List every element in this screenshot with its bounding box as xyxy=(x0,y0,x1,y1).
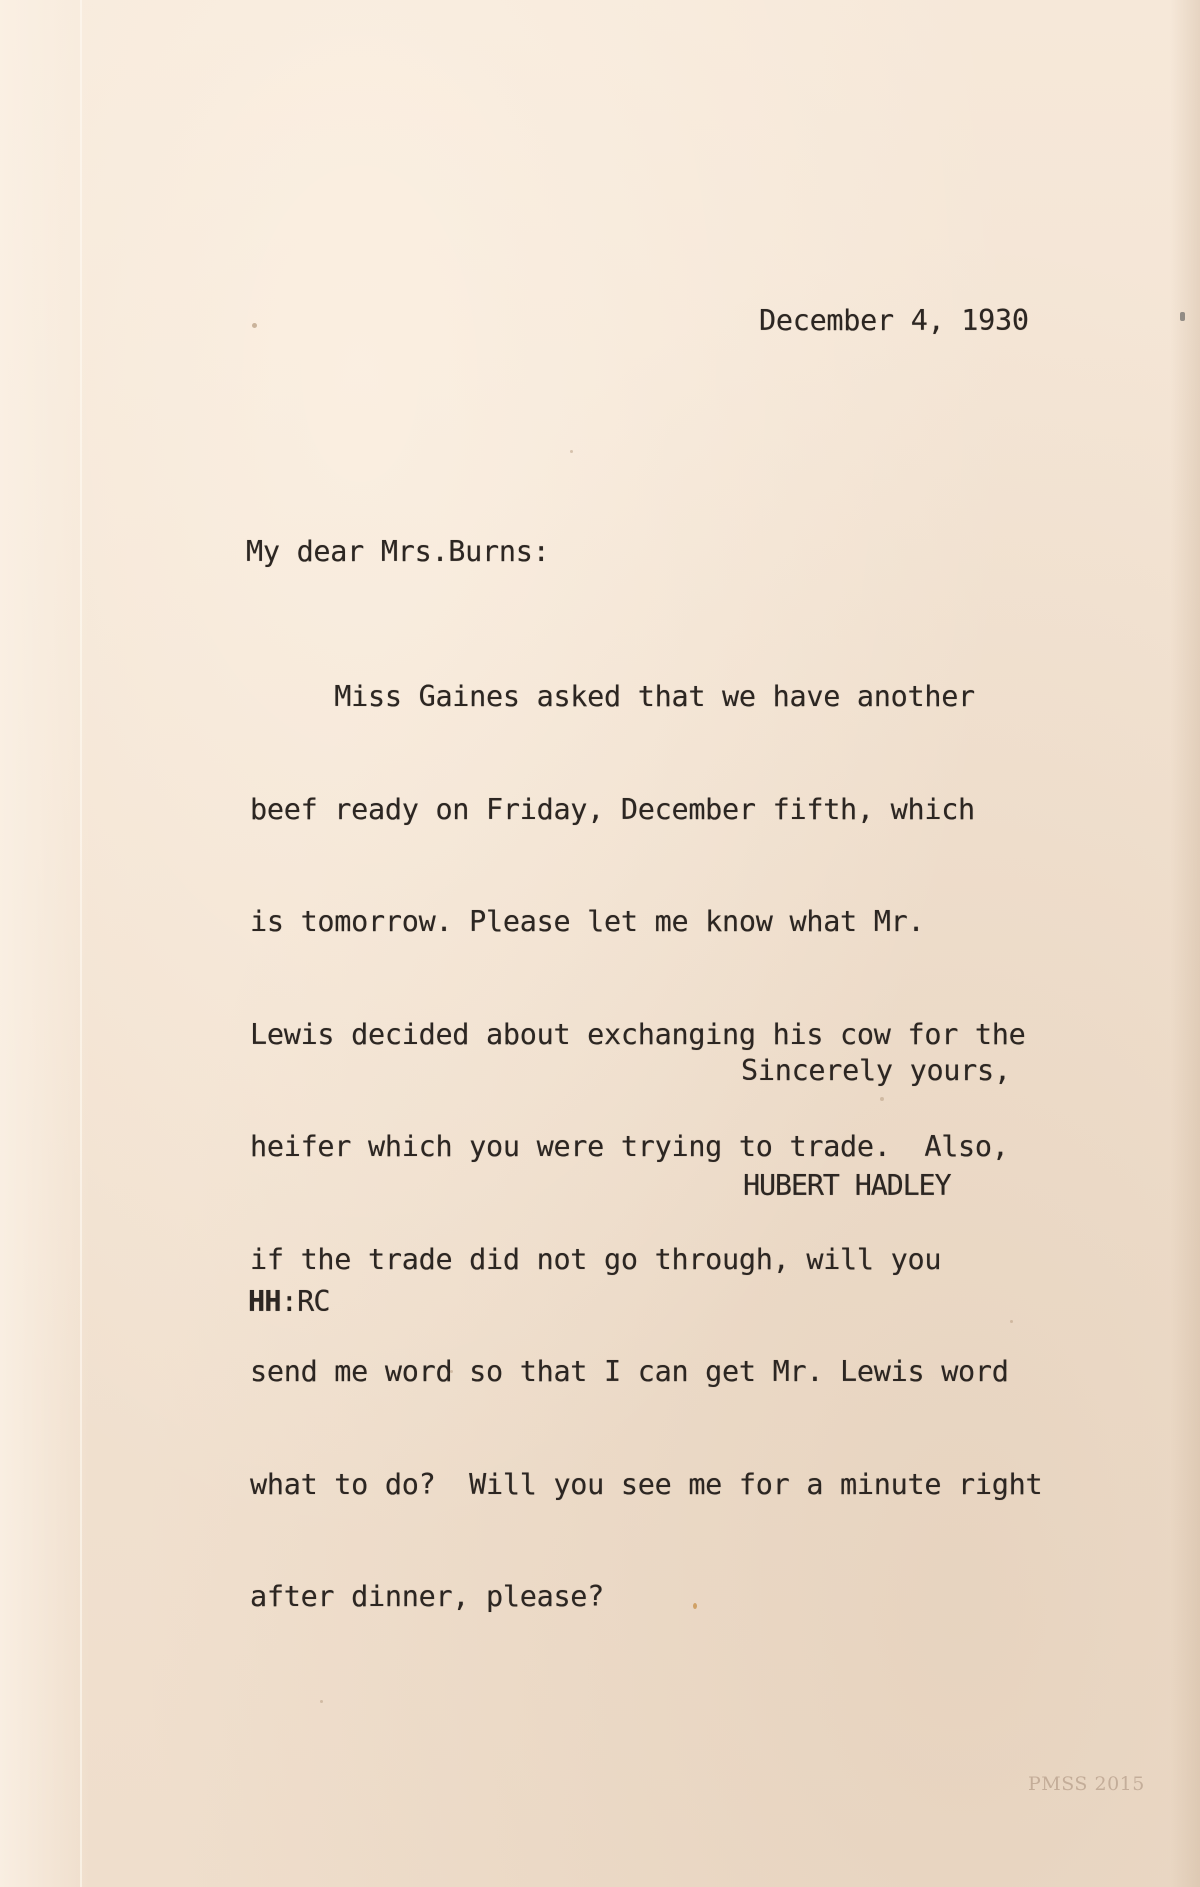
body-line: is tomorrow. Please let me know what Mr. xyxy=(250,905,925,938)
archive-watermark: PMSS 2015 xyxy=(1028,1773,1145,1795)
paper-right-edge xyxy=(1170,0,1200,1887)
body-line: what to do? Will you see me for a minute right xyxy=(250,1467,1043,1501)
paper-left-edge xyxy=(0,0,90,1887)
paper-fleck xyxy=(252,323,257,328)
paper-fleck xyxy=(570,450,573,453)
letter-body xyxy=(250,603,1042,1691)
author-initials: HH xyxy=(248,1285,281,1318)
reference-initials xyxy=(248,1283,330,1321)
paper-fleck xyxy=(320,1700,323,1703)
letter-signature: HUBERT HADLEY xyxy=(743,1169,951,1202)
body-line: Miss Gaines asked that we have another xyxy=(250,680,975,713)
body-line: if the trade did not go through, will you xyxy=(250,1242,942,1276)
letter-date: December 4, 1930 xyxy=(759,304,1029,337)
body-line: beef ready on Friday, December fifth, which xyxy=(250,792,975,826)
body-line: Lewis decided about exchanging his cow for the xyxy=(250,1017,1026,1051)
body-line: send me word so that I can get Mr. Lewis word xyxy=(250,1355,1009,1388)
paper-fold-line xyxy=(80,0,82,1887)
paper-fleck xyxy=(1180,312,1185,321)
letter-salutation: My dear Mrs.Burns: xyxy=(246,535,550,568)
body-line: after dinner, please? xyxy=(250,1580,605,1613)
typist-initials: :RC xyxy=(280,1285,330,1318)
letter-closing: Sincerely yours, xyxy=(741,1054,1011,1087)
body-line: heifer which you were trying to trade. Also, xyxy=(250,1130,1009,1163)
